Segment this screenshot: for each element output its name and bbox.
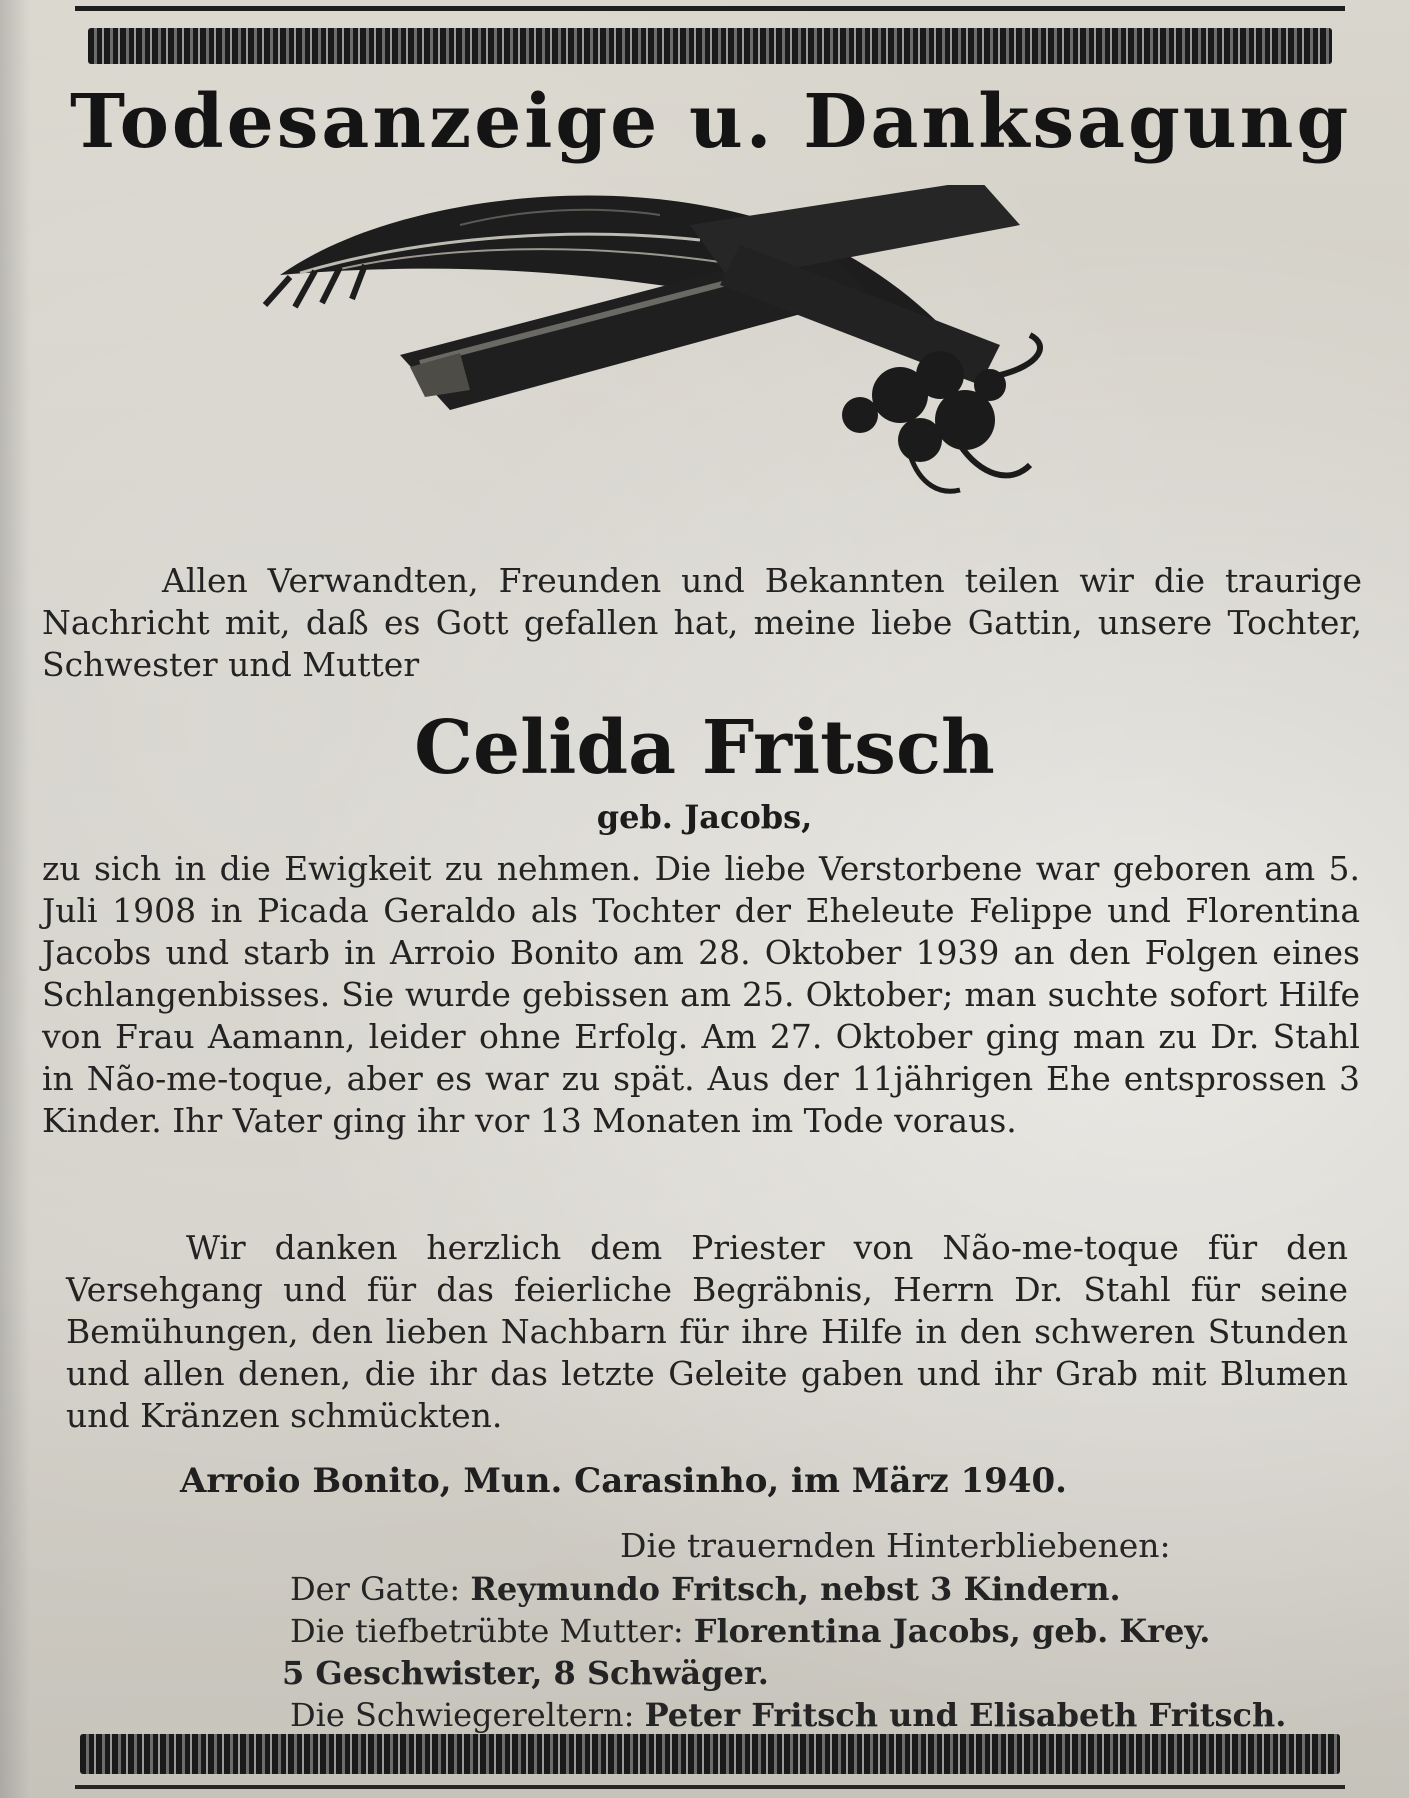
mourner-name: Reymundo Fritsch, nebst 3 Kindern. (470, 1570, 1121, 1608)
maiden-name: geb. Jacobs, (596, 798, 813, 836)
bottom-rule (75, 1785, 1345, 1789)
flower-bouquet (842, 335, 1040, 491)
top-rule (75, 6, 1345, 11)
mourners-heading: Die trauernden Hinterbliebenen: (620, 1526, 1171, 1565)
mourner-line-siblings (282, 1652, 1330, 1694)
mourner-line-in-laws (290, 1694, 1330, 1736)
headline: Todesanzeige u. Danksagung (70, 79, 1352, 165)
mourner-line-spouse (290, 1568, 1330, 1610)
mourner-line-mother (290, 1610, 1330, 1652)
mourners-list (282, 1568, 1330, 1736)
bottom-ornamental-border (80, 1734, 1340, 1774)
deceased-name: Celida Fritsch (414, 705, 995, 791)
thanks-paragraph: Wir danken herzlich dem Priester von Não-me-toque für den Versehgang und für das feierliche Begräbnis, Herrn Dr. Stahl für seine Bemühungen, den lieben Nachbarn für ihre Hilfe in den schweren Stunden und allen denen, die ihr das letzte Geleite gaben und ihr Grab mit Blumen und Kränzen schmückten. (66, 1228, 1348, 1435)
mourner-label: Die tiefbetrübte Mutter: (290, 1612, 684, 1650)
mourner-label: Die Schwiegereltern: (290, 1696, 635, 1734)
mourner-name: Peter Fritsch und Elisabeth Fritsch. (644, 1696, 1287, 1734)
top-ornamental-border (88, 28, 1332, 64)
palm-frond-cross-icon (260, 185, 1180, 545)
mourner-label: Der Gatte: (290, 1570, 461, 1608)
biography-paragraph: zu sich in die Ewigkeit zu nehmen. Die liebe Verstorbene war geboren am 5. Juli 1908 in Picada Geraldo als Tochter der Eheleute Felippe und Florentina Jacobs und starb in Arroio Bonito am 28. Oktober 1939 an den Folgen eines Schlangenbisses. Sie wurde gebissen am 25. Oktober; man suchte sofort Hilfe von Frau Aamann, leider ohne Erfolg. Am 27. Oktober ging man zu Dr. Stahl in Não-me-toque, aber es war zu spät. Aus der 11jährigen Ehe entsprossen 3 Kinder. Ihr Vater ging ihr vor 13 Monaten im Tode voraus. (42, 849, 1360, 1140)
place-and-date: Arroio Bonito, Mun. Carasinho, im März 1940. (180, 1461, 1067, 1501)
intro-paragraph: Allen Verwandten, Freunden und Bekannten teilen wir die traurige Nachricht mit, daß es Gott gefallen hat, meine liebe Gattin, unsere Tochter, Schwester und Mutter (42, 561, 1362, 684)
paper-fold-shadow (0, 0, 30, 1798)
mourner-name: 5 Geschwister, 8 Schwäger. (282, 1654, 769, 1692)
mourner-name: Florentina Jacobs, geb. Krey. (693, 1612, 1211, 1650)
